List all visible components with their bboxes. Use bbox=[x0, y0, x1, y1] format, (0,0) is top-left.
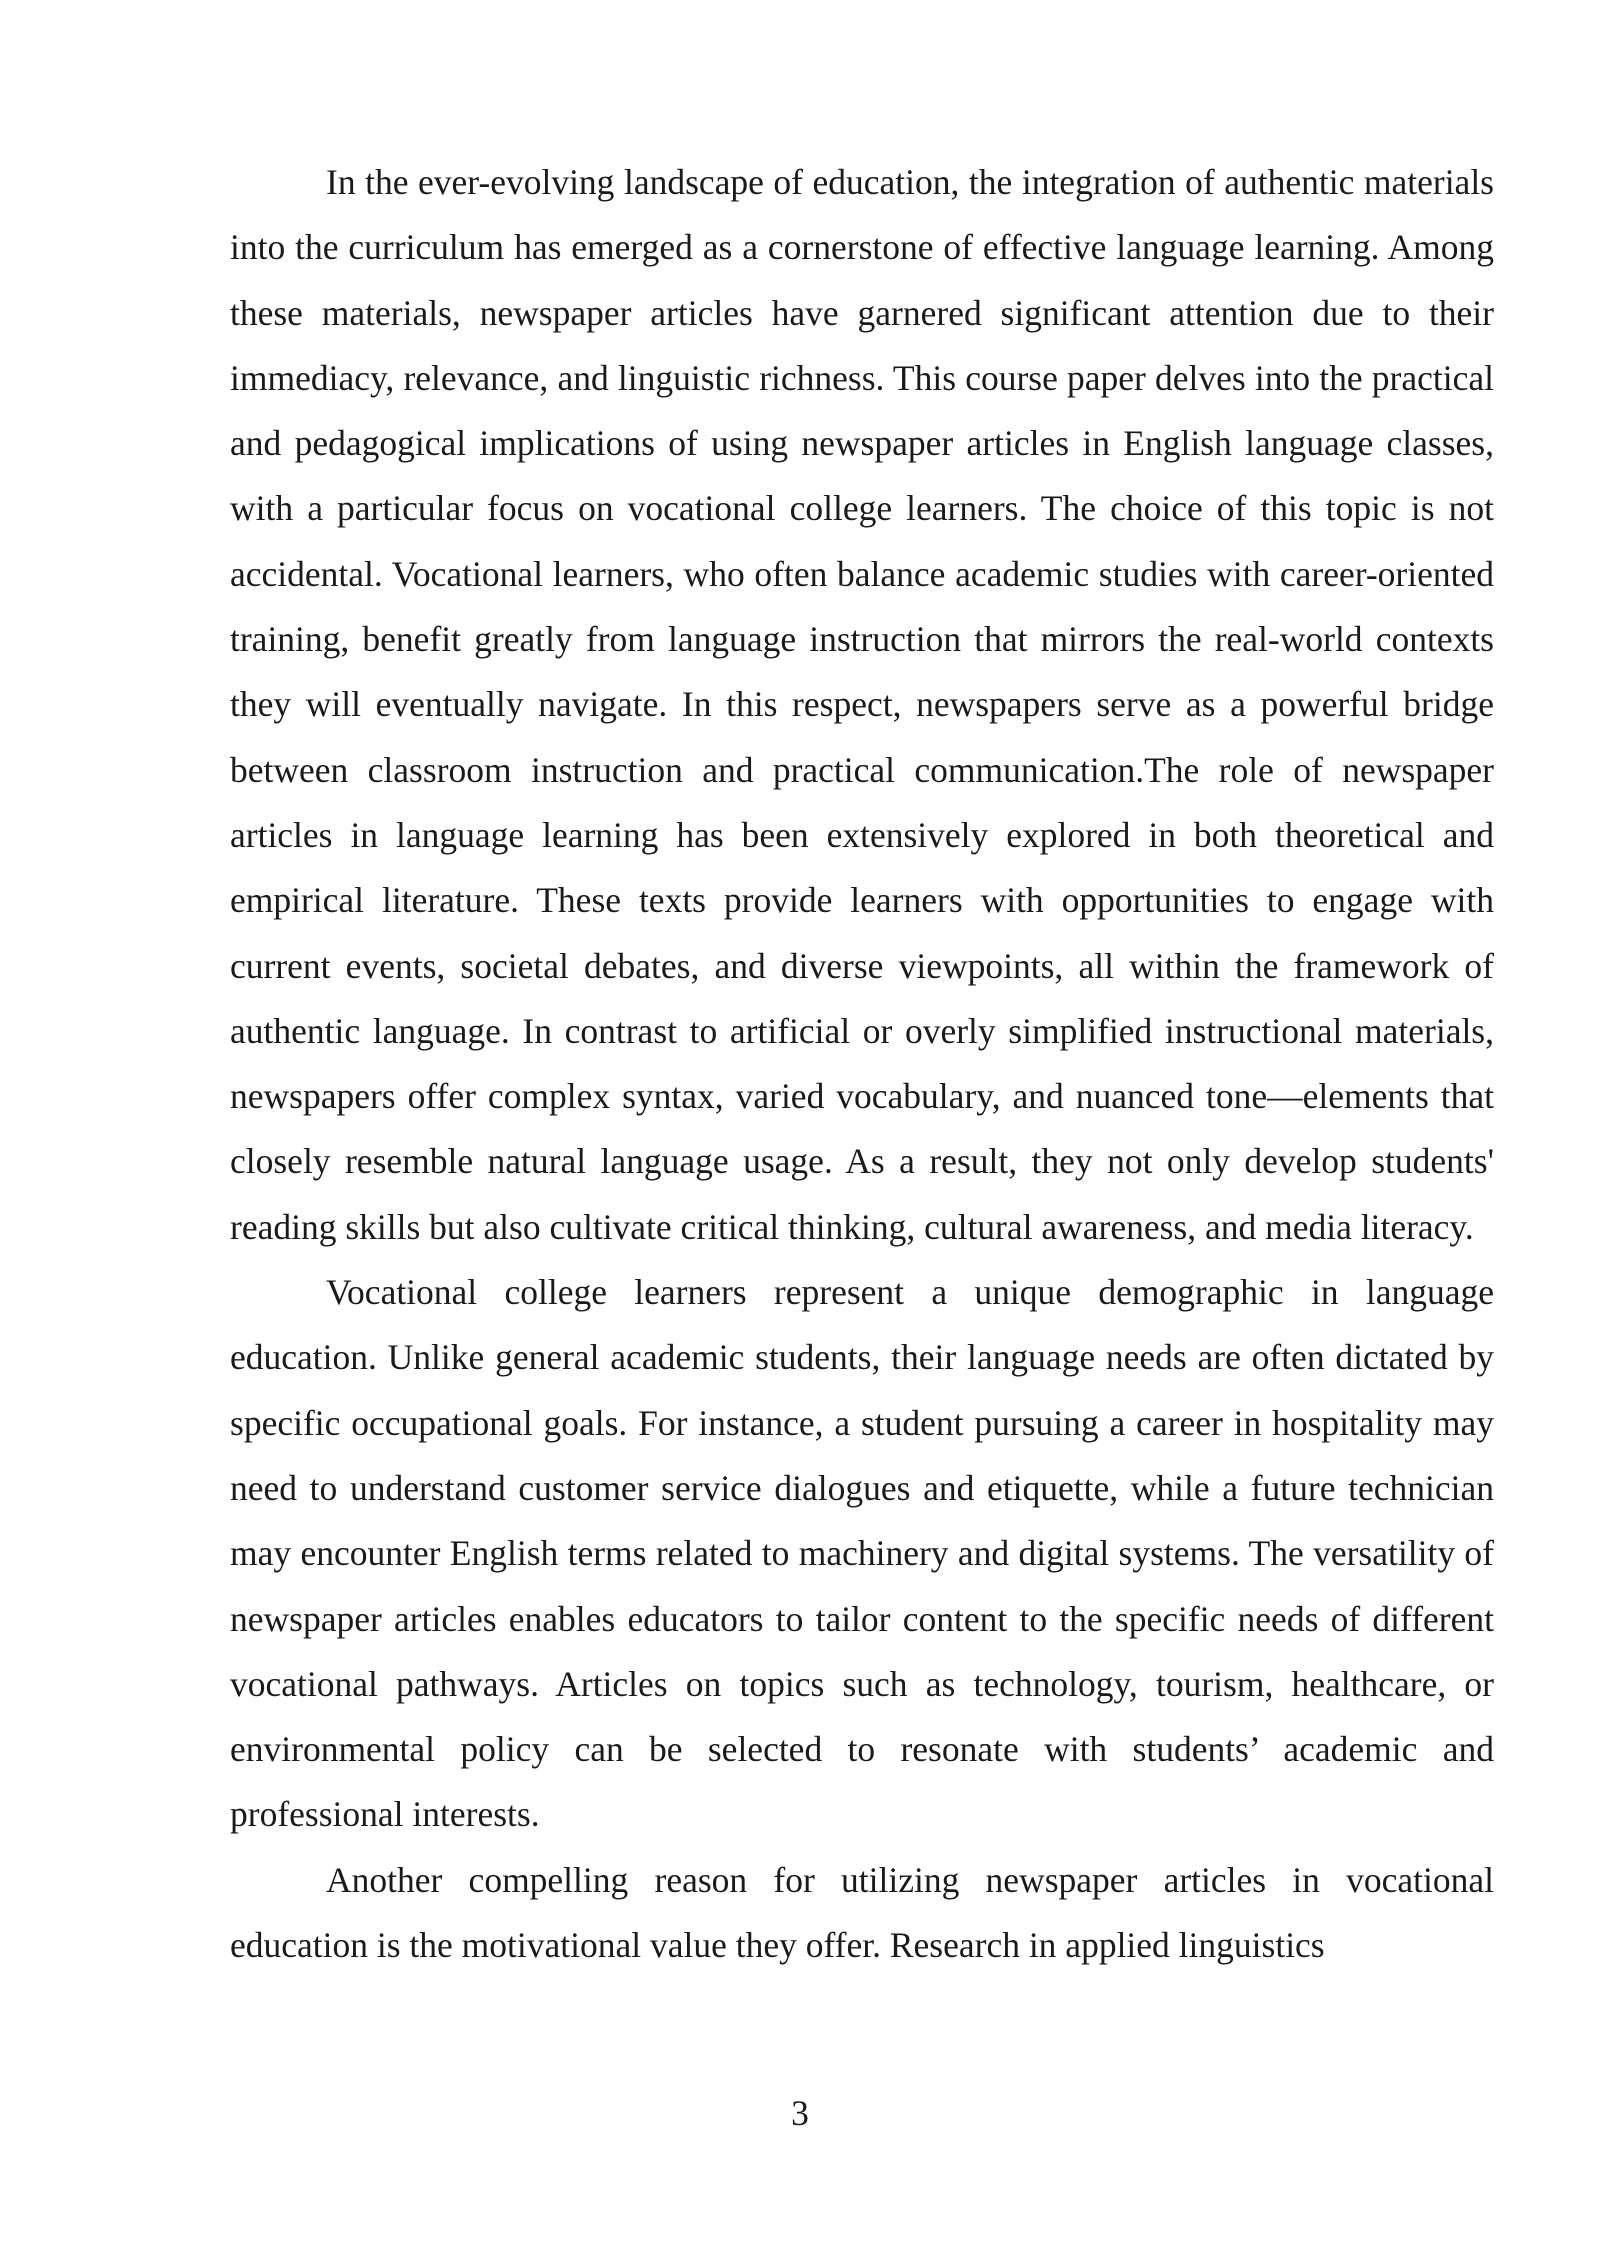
paragraph-1: In the ever-evolving landscape of education, the integration of authentic materials into the curriculum has emerged as a cornerstone of effective language learning. Among these materials, newspaper articles have garnered significant attention due to their immediacy, relevance, and linguistic richness. This course paper delves into the practical and pedagogical implications of using newspaper articles in English language classes, with a particular focus on vocational college learners. The choice of this topic is not accidental. Vocational learners, who often balance academic studies with career-oriented training, benefit greatly from language instruction that mirrors the real-world contexts they will eventually navigate. In this respect, newspapers serve as a powerful bridge between classroom instruction and practical communication.The role of newspaper articles in language learning has been extensively explored in both theoretical and empirical literature. These texts provide learners with opportunities to engage with current events, societal debates, and diverse viewpoints, all within the framework of authentic language. In contrast to artificial or overly simplified instructional materials, newspapers offer complex syntax, varied vocabulary, and nuanced tone—elements that closely resemble natural language usage. As a result, they not only develop students' reading skills but also cultivate critical thinking, cultural awareness, and media literacy. bbox=[230, 162, 1494, 1247]
page-number: 3 bbox=[791, 2093, 809, 2133]
body-text bbox=[230, 150, 1494, 1978]
paragraph-3: Another compelling reason for utilizing newspaper articles in vocational education is the motivational value they offer. Research in applied linguistics bbox=[230, 1859, 1494, 1966]
paragraph-2: Vocational college learners represent a unique demographic in language education. Unlike general academic students, their language needs are often dictated by specific occupational goals. For instance, a student pursuing a career in hospitality may need to understand customer service dialogues and etiquette, while a future technician may encounter English terms related to machinery and digital systems. The versatility of newspaper articles enables educators to tailor content to the specific needs of different vocational pathways. Articles on topics such as technology, tourism, healthcare, or environmental policy can be selected to resonate with students’ academic and professional interests. bbox=[230, 1272, 1494, 1835]
